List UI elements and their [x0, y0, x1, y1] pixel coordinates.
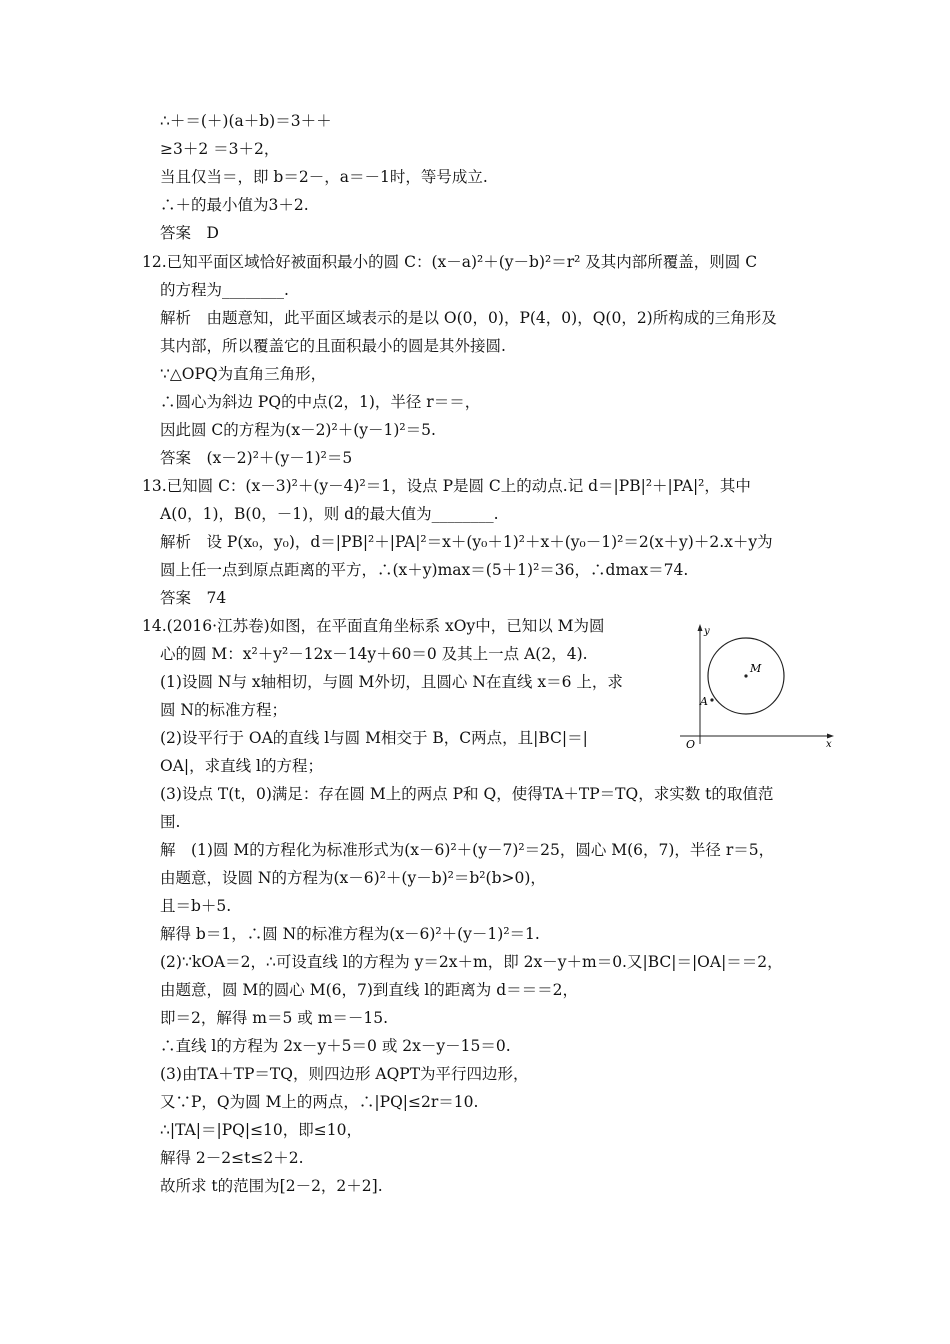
text-line: 12.已知平面区域恰好被面积最小的圆 C：(x－a)²＋(y－b)²＝r² 及其内部所覆盖，则圆 C	[142, 253, 758, 271]
label-x: x	[826, 739, 832, 750]
text-line: 当且仅当＝，即 b＝2－，a＝－1时，等号成立.	[160, 168, 488, 186]
text-line: 解析 设 P(x₀，y₀)，d＝|PB|²＋|PA|²＝x＋(y₀＋1)²＋x＋(y₀－1)²＝2(x＋y)＋2.x＋y为	[160, 533, 773, 551]
text-line: 即＝2，解得 m＝5 或 m＝－15.	[160, 1009, 389, 1027]
text-line: A(0，1)，B(0，－1)，则 d的最大值为________.	[160, 505, 499, 523]
label-m: M	[750, 662, 762, 675]
x-axis-arrow-icon	[827, 734, 834, 739]
text-line: (3)设点 T(t，0)满足：存在圆 M上的两点 P和 Q，使得TA＋TP＝TQ，求实数 t的取值范	[160, 785, 774, 803]
text-line: ∴圆心为斜边 PQ的中点(2，1)，半径 r＝＝，	[160, 393, 481, 411]
text-line: 故所求 t的范围为[2－2，2＋2].	[160, 1177, 383, 1195]
text-line: ≥3＋2 ＝3＋2，	[160, 140, 280, 158]
text-line: (2)∵kOA＝2，∴可设直线 l的方程为 y＝2x＋m，即 2x－y＋m＝0.又|BC|＝|OA|＝＝2，	[160, 953, 783, 971]
label-y: y	[704, 626, 710, 637]
text-line: ∴＋的最小值为3＋2.	[160, 196, 309, 214]
text-line: 又∵P，Q为圆 M上的两点，∴|PQ|≤2r＝10.	[160, 1093, 479, 1111]
text-line: 圆 N的标准方程；	[160, 701, 287, 719]
text-line: 的方程为________.	[160, 281, 289, 299]
text-line: 围.	[160, 813, 181, 831]
text-line: 解得 2－2≤t≤2＋2.	[160, 1149, 304, 1167]
text-line: 其内部，所以覆盖它的且面积最小的圆是其外接圆.	[160, 337, 506, 355]
text-line: 由题意，设圆 N的方程为(x－6)²＋(y－b)²＝b²(b>0)，	[160, 869, 546, 887]
text-line: 解得 b＝1，∴圆 N的标准方程为(x－6)²＋(y－1)²＝1.	[160, 925, 540, 943]
circle-diagram	[668, 622, 838, 750]
text-line: (3)由TA＋TP＝TQ，则四边形 AQPT为平行四边形，	[160, 1065, 529, 1083]
coordinate-figure	[668, 622, 838, 750]
label-origin: O	[686, 738, 696, 750]
text-line: 14.(2016·江苏卷)如图，在平面直角坐标系 xOy中，已知以 M为圆	[142, 617, 605, 635]
text-line: (1)设圆 N与 x轴相切，与圆 M外切，且圆心 N在直线 x＝6 上，求	[160, 673, 623, 691]
text-line: 解析 由题意知，此平面区域表示的是以 O(0，0)，P(4，0)，Q(0，2)所构成的三角形及	[160, 309, 777, 327]
text-line: ∴|TA|＝|PQ|≤10，即≤10，	[160, 1121, 362, 1139]
center-point-m	[744, 674, 747, 677]
text-line: 心的圆 M：x²＋y²－12x－14y＋60＝0 及其上一点 A(2，4).	[160, 645, 588, 663]
text-line: ∴直线 l的方程为 2x－y＋5＝0 或 2x－y－15＝0.	[160, 1037, 511, 1055]
text-line: 因此圆 C的方程为(x－2)²＋(y－1)²＝5.	[160, 421, 436, 439]
text-line: 解 (1)圆 M的方程化为标准形式为(x－6)²＋(y－7)²＝25，圆心 M(6，7)，半径 r＝5，	[160, 841, 775, 859]
text-line: 且＝b＋5.	[160, 897, 232, 915]
text-line: 答案 74	[160, 589, 227, 607]
point-a	[710, 698, 713, 701]
text-line: 13.已知圆 C：(x－3)²＋(y－4)²＝1，设点 P是圆 C上的动点.记 d＝|PB|²＋|PA|²，其中	[142, 477, 751, 495]
text-line: 答案 D	[160, 224, 219, 242]
text-line: (2)设平行于 OA的直线 l与圆 M相交于 B，C两点，且|BC|＝|	[160, 729, 588, 747]
text-line: 答案 (x－2)²＋(y－1)²＝5	[160, 449, 353, 467]
text-line: 由题意，圆 M的圆心 M(6，7)到直线 l的距离为 d＝＝＝2，	[160, 981, 579, 999]
y-axis-arrow-icon	[698, 624, 703, 631]
text-line: ∵△OPQ为直角三角形，	[160, 365, 327, 383]
label-a: A	[700, 695, 708, 708]
text-line: ∴＋＝(＋)(a＋b)＝3＋＋	[160, 112, 332, 130]
text-line: OA|，求直线 l的方程；	[160, 757, 324, 775]
text-line: 圆上任一点到原点距离的平方，∴(x＋y)max＝(5＋1)²＝36，∴dmax＝74.	[160, 561, 689, 579]
